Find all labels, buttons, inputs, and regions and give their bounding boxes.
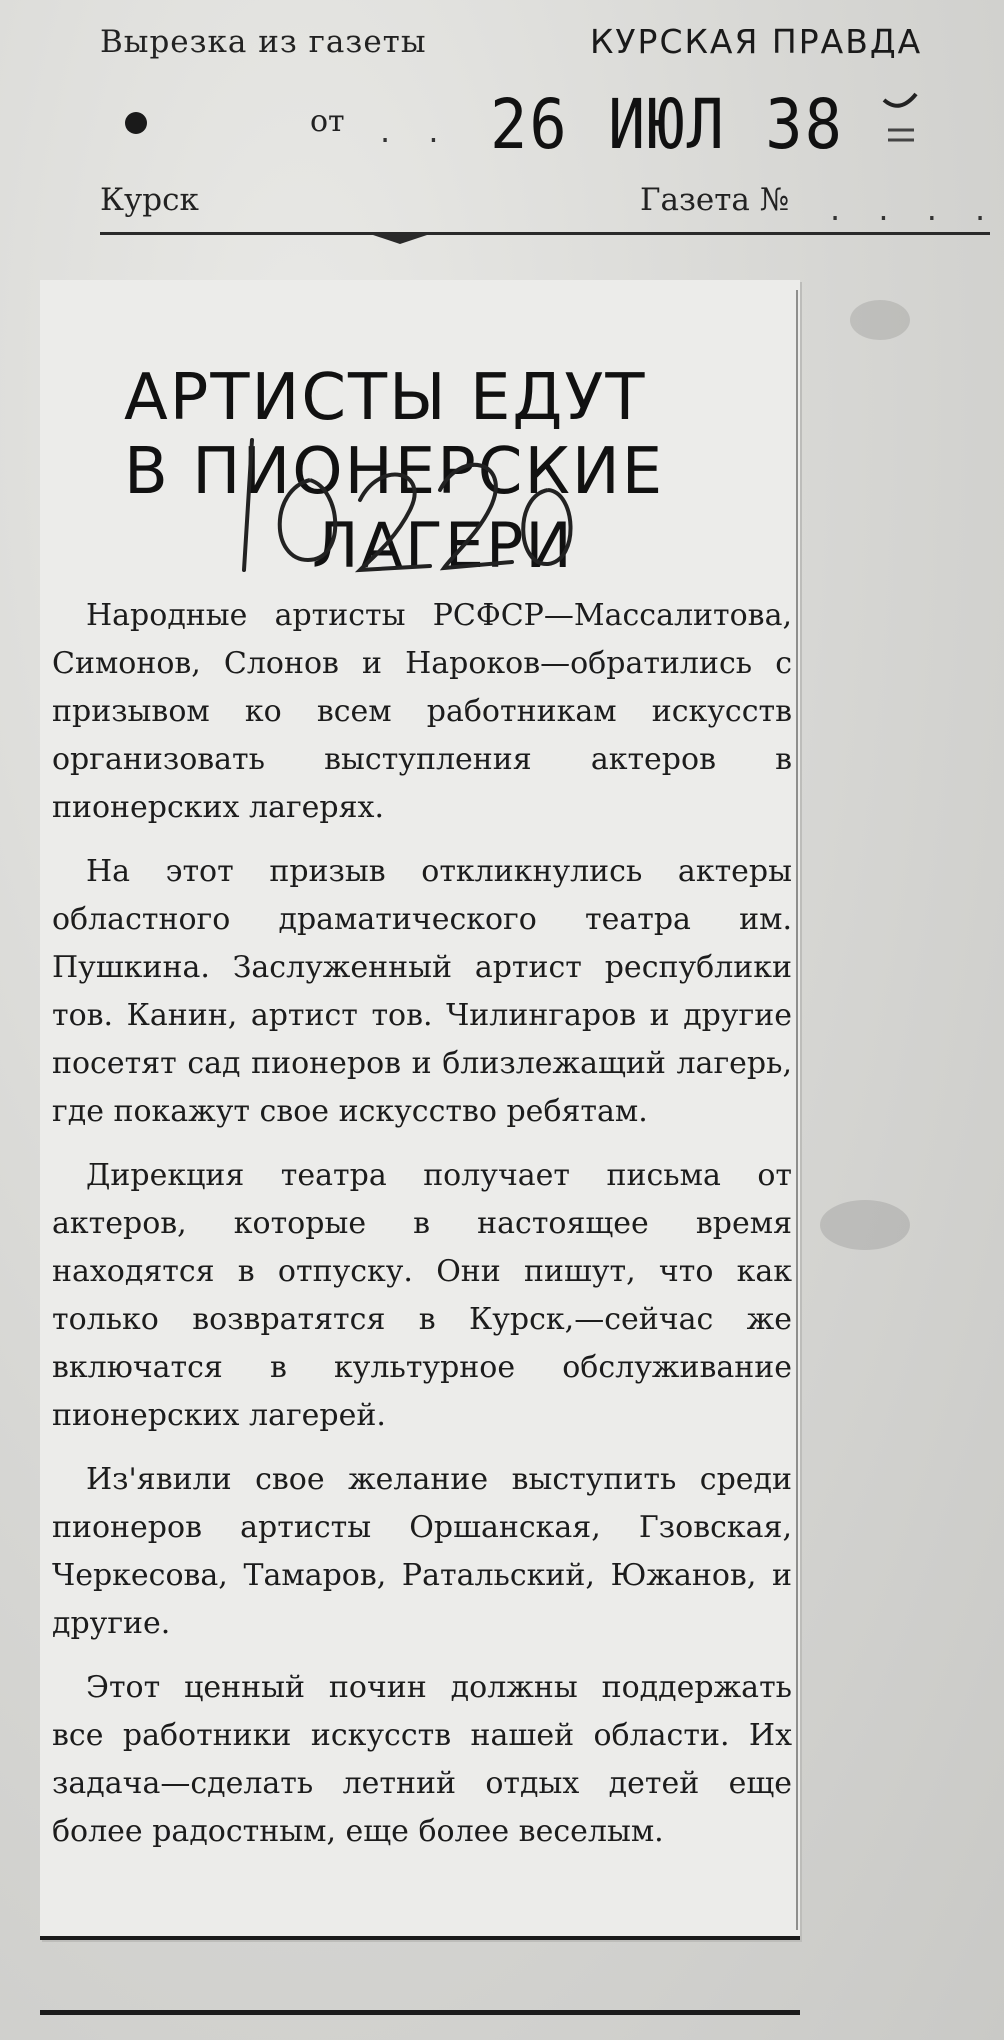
date-leader-dots: . . xyxy=(380,112,453,150)
handwritten-annotation xyxy=(230,420,590,600)
clipping-bottom-border xyxy=(40,1936,800,1940)
headline-line-2: В ПИОНЕРСКИЕ xyxy=(124,434,665,509)
stamp-tick-icon xyxy=(880,90,920,160)
date-stamp: 26 ИЮЛ 38 xyxy=(490,84,844,165)
newspaper-name: КУРСКАЯ ПРАВДА xyxy=(590,22,923,61)
date-from-label: от xyxy=(310,104,345,139)
page-bottom-border xyxy=(40,2010,800,2015)
headline-line-3: ЛАГЕРИ xyxy=(312,508,574,582)
article-body xyxy=(52,592,792,1872)
header-divider xyxy=(100,232,990,235)
paper-smudge xyxy=(820,1200,910,1250)
article-paragraph: Из'явили свое желание выступить среди пионеров артисты Оршанская, Гзовская, Черкесова, Тамаров, Ратальский, Южанов, и другие. xyxy=(52,1462,792,1641)
article-paragraph: Народные артисты РСФСР—Массалитова, Симонов, Слонов и Нароков—обратились с призывом ко всем работникам искусств организовать выступления актеров в пионерских лагерях. xyxy=(52,598,792,825)
article-paragraph: Этот ценный почин должны поддержать все работники искусств нашей области. Их задача—сделать летний отдых детей еще более радостным, еще более веселым. xyxy=(52,1670,792,1849)
article-paragraph: На этот призыв откликнулись актеры областного драматического театра им. Пушкина. Заслуженный артист республики тов. Канин, артист тов. Чилингаров и другие посетят сад пионеров и близлежащий лагерь, где покажут свое искусство ребятам. xyxy=(52,854,792,1129)
header-divider-notch xyxy=(370,234,430,244)
clipping-edge xyxy=(796,290,798,1930)
gazette-number-dots: . . . . xyxy=(830,190,1000,228)
clipping-form-label: Вырезка из газеты xyxy=(100,24,427,60)
article-paragraph: Дирекция театра получает письма от актеров, которые в настоящее время находятся в отпуску. Они пишут, что как только возвратятся в Курск,—сейчас же включатся в культурное обслуживание пионерских лагерей. xyxy=(52,1158,792,1433)
paper-smudge xyxy=(850,300,910,340)
gazette-number-label: Газета № xyxy=(640,182,790,218)
bullet-dot xyxy=(125,112,147,134)
city-label: Курск xyxy=(100,182,199,218)
headline-line-1: АРТИСТЫ ЕДУТ xyxy=(124,360,647,435)
